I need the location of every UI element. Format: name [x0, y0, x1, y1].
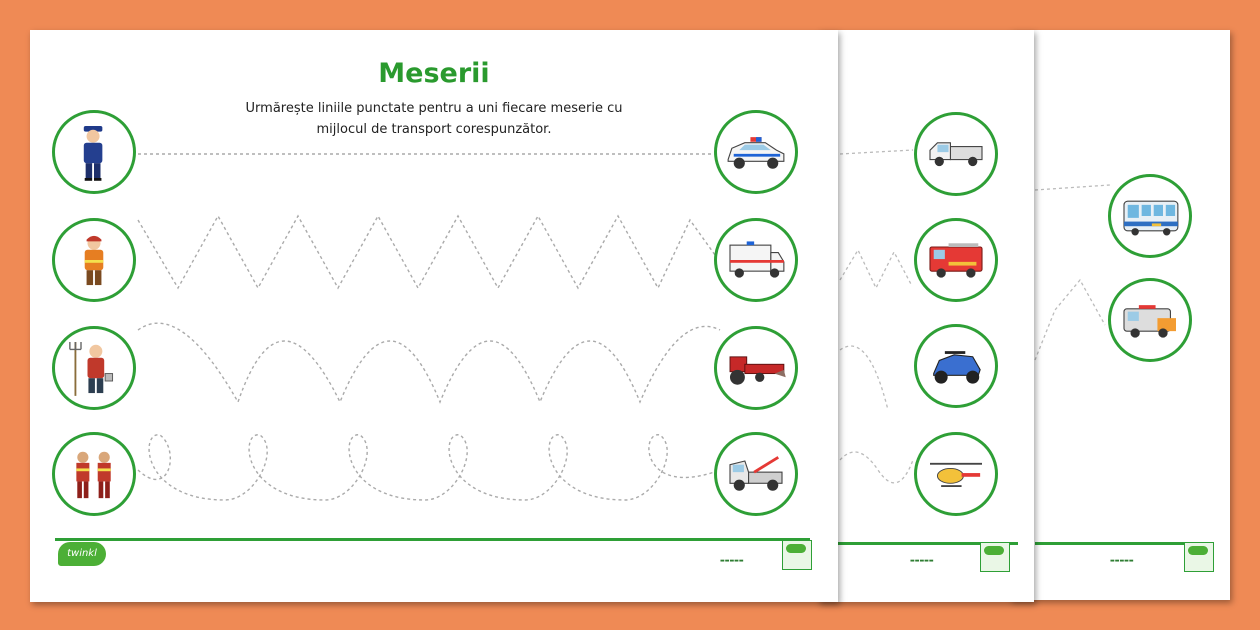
fire-truck-icon	[914, 218, 998, 302]
police-officer-icon	[52, 110, 136, 194]
site-text: ▬▬▬▬▬	[1110, 558, 1134, 564]
bus-icon	[1108, 174, 1192, 258]
pickup-truck-icon	[914, 112, 998, 196]
worksheet-page-1	[30, 30, 838, 602]
worksheet-page-2	[818, 30, 1034, 602]
police-car-icon	[714, 110, 798, 194]
farmer-icon	[52, 326, 136, 410]
worksheet-page-3	[1010, 30, 1230, 600]
utility-truck-icon	[1108, 278, 1192, 362]
firefighter-icon	[52, 218, 136, 302]
tow-truck-icon	[714, 432, 798, 516]
instruction-line-1: Urmărește liniile punctate pentru a uni fiecare meserie cu	[245, 101, 623, 116]
site-text: ▬▬▬▬▬	[910, 558, 934, 564]
quality-badge	[1184, 542, 1214, 572]
road-workers-icon	[52, 432, 136, 516]
ambulance-icon	[714, 218, 798, 302]
instruction-line-2: mijlocul de transport corespunzător.	[316, 122, 552, 137]
quality-badge	[782, 540, 812, 570]
page-title: Meserii	[378, 58, 490, 89]
twinkl-logo: twinkl	[58, 542, 106, 566]
helicopter-icon	[914, 432, 998, 516]
footer-line	[1035, 542, 1205, 545]
dotted-trace-lines	[818, 30, 1034, 602]
site-text: ▬▬▬▬▬	[720, 558, 744, 564]
instruction-text	[200, 98, 668, 140]
tractor-icon	[714, 326, 798, 410]
buggy-icon	[914, 324, 998, 408]
footer-line	[55, 538, 810, 541]
quality-badge	[980, 542, 1010, 572]
